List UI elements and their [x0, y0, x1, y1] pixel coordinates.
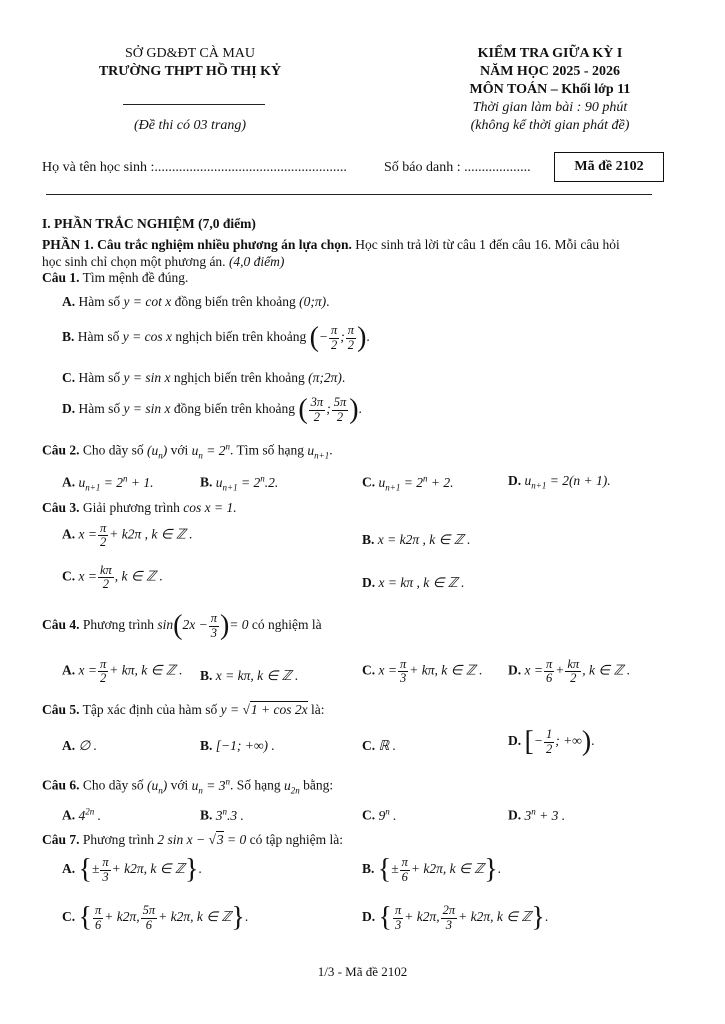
q6-option-c[interactable]: C. 9$^n$ . — [362, 806, 397, 823]
question-5: Câu 5. Tập xác định của hàm số y = √1 + cos 2x là: — [42, 702, 325, 717]
question-4: Câu 4. Phương trình sin(2x − $\frac{\pi}{3}$ )= 0 có nghiệm là — [42, 610, 322, 641]
q1-option-a[interactable]: A. Hàm số y = cot x đồng biến trên khoảng (0;π). — [62, 294, 330, 309]
exam-title: KIỂM TRA GIỮA KỲ I — [477, 46, 623, 61]
q3-option-a[interactable]: A. x = $\frac{\pi}{2}$ + k2π , k ∈ ℤ . — [62, 521, 193, 550]
subject-line: MÔN TOÁN – Khối lớp 11 — [469, 82, 631, 97]
q3-option-d[interactable]: D. x = kπ , k ∈ ℤ . — [362, 575, 465, 590]
exam-code-box: Mã đề 2102 — [554, 152, 664, 182]
q4-option-b[interactable]: B. x = kπ, k ∈ ℤ . — [200, 668, 299, 683]
dept-name: SỞ GD&ĐT CÀ MAU — [124, 46, 256, 61]
q1-option-b[interactable]: B. Hàm số y = cos x nghịch biến trên khoảng (− $\frac{\pi}{2}$ ; $\frac{\pi}{2}$ ). — [62, 322, 370, 353]
q2-option-d[interactable]: D. $u_{n+1} = 2(n + 1)$. — [508, 473, 611, 491]
q4-option-a[interactable]: A. x = $\frac{\pi}{2}$ + kπ, k ∈ ℤ . — [62, 657, 183, 686]
q7-option-a[interactable]: A. {± $\frac{\pi}{3}$ + k2π, k ∈ ℤ}. — [62, 854, 202, 885]
question-1-label: Câu 1. — [42, 270, 80, 285]
q3-option-b[interactable]: B. x = k2π , k ∈ ℤ . — [362, 532, 471, 547]
q7-option-b[interactable]: B. {± $\frac{\pi}{6}$ + k2π, k ∈ ℤ}. — [362, 854, 502, 885]
question-2: Câu 2. Cho dãy số $(u_n)$ với $u_n = 2^n$. Tìm số hạng $u_{n+1}$. — [42, 441, 333, 461]
q2-option-b[interactable]: B. $u_{n+1} = 2^n.2$. — [200, 473, 279, 493]
page-footer: 1/3 - Mã đề 2102 — [317, 964, 408, 979]
part-instructions-line2 — [42, 254, 284, 270]
question-1 — [42, 270, 188, 286]
q7-option-c[interactable]: C. { $\frac{\pi}{6}$ + k2π, $\frac{5\pi}{6}$ + k2π, k ∈ ℤ}. — [62, 902, 249, 933]
time-line: Thời gian làm bài : 90 phút — [472, 100, 628, 115]
q1-option-c[interactable]: C. Hàm số y = sin x nghịch biến trên khoảng (π;2π). — [62, 370, 346, 385]
page-count-note: (Đề thi có 03 trang) — [134, 118, 246, 133]
part-instruction-text2: học sinh chỉ chọn một phương án. — [42, 254, 226, 269]
school-name: TRƯỜNG THPT HỒ THỊ KỶ — [98, 64, 282, 79]
q5-option-c[interactable]: C. ℝ . — [362, 738, 396, 753]
header-divider-left — [123, 104, 265, 105]
q3-option-c[interactable]: C. x = $\frac{k\pi}{2}$ , k ∈ ℤ . — [62, 563, 163, 592]
question-7: Câu 7. Phương trình 2 sin x − √3 = 0 có tập nghiệm là: — [42, 832, 343, 847]
section-title: I. PHẦN TRẮC NGHIỆM (7,0 điểm) — [42, 216, 256, 231]
q6-option-d[interactable]: D. $3^n + 3$ . — [508, 806, 566, 823]
q4-option-d[interactable]: D. x = $\frac{\pi}{6}$ + $\frac{k\pi}{2}$ , k ∈ ℤ . — [508, 657, 631, 686]
school-year: NĂM HỌC 2025 - 2026 — [480, 64, 620, 79]
q5-option-b[interactable]: B. [−1; +∞) . — [200, 738, 275, 753]
q6-option-b[interactable]: B. 3$^n$.3 . — [200, 806, 244, 823]
part-instructions-line1 — [42, 237, 620, 253]
question-6: Câu 6. Cho dãy số $(u_n)$ với $u_n = 3^n$. Số hạng $u_{2n}$ bằng: — [42, 776, 334, 796]
q6-option-a[interactable]: A. $4^{2n}$ . — [62, 806, 101, 823]
student-name-field: Họ và tên học sinh :....................................................... — [42, 160, 347, 175]
q2-option-c[interactable]: C. $u_{n+1} = 2^n + 2$. — [362, 473, 454, 493]
part-instruction-text: Học sinh trả lời từ câu 1 đến câu 16. Mỗi câu hỏi — [351, 237, 620, 252]
question-1-text: Tìm mệnh đề đúng. — [79, 270, 189, 285]
q5-option-a[interactable]: A. ∅ . — [62, 738, 98, 753]
q2-option-a[interactable]: A. $u_{n+1} = 2^n + 1$. — [62, 473, 154, 493]
q4-option-c[interactable]: C. x = $\frac{\pi}{3}$ + kπ, k ∈ ℤ . — [362, 657, 483, 686]
q1-option-d[interactable]: D. Hàm số y = sin x đồng biến trên khoảng ( $\frac{3\pi}{2}$ ; $\frac{5\pi}{2}$ ). — [62, 394, 362, 425]
part-title: PHẦN 1. Câu trắc nghiệm nhiều phương án lựa chọn. — [42, 237, 352, 252]
question-3: Câu 3. Giải phương trình cos x = 1. — [42, 500, 237, 515]
part-points: (4,0 điểm) — [225, 254, 285, 269]
time-note: (không kể thời gian phát đề) — [470, 118, 630, 133]
q7-option-d[interactable]: D. { $\frac{\pi}{3}$ + k2π, $\frac{2\pi}{3}$ + k2π, k ∈ ℤ}. — [362, 902, 549, 933]
header-divider — [46, 194, 652, 195]
student-id-field: Số báo danh : ................... — [384, 160, 531, 175]
q5-option-d[interactable]: D. [− $\frac{1}{2}$ ; +∞). — [508, 726, 595, 757]
